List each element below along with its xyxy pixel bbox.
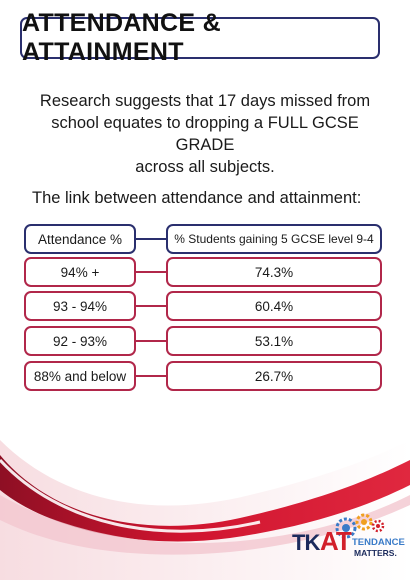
students-cell-3: 53.1% <box>166 326 382 356</box>
research-line-3: across all subjects. <box>135 158 275 176</box>
row-connector-3 <box>136 340 166 342</box>
row-connector-1 <box>136 271 166 273</box>
title-box <box>20 9 380 66</box>
research-statement <box>20 90 390 178</box>
link-heading: The link between attendance and attainment: <box>32 189 362 207</box>
row-connector-4 <box>136 375 166 377</box>
header-students: % Students gaining 5 GCSE level 9-4 <box>166 224 382 254</box>
header-attendance: Attendance % <box>24 224 136 254</box>
tkat-logo <box>292 512 405 572</box>
header-connector <box>136 238 166 240</box>
research-line-1: Research suggests that 17 days missed from <box>39 92 371 110</box>
page-title: ATTENDANCE & ATTAINMENT <box>22 9 221 66</box>
students-cell-2: 60.4% <box>166 291 382 321</box>
logo-tk: TK <box>292 530 320 555</box>
attendance-cell-2: 93 - 94% <box>24 291 136 321</box>
students-cell-4: 26.7% <box>166 361 382 391</box>
attendance-cell-4: 88% and below <box>24 361 136 391</box>
logo-matters: MATTERS. <box>354 548 397 558</box>
row-connector-2 <box>136 305 166 307</box>
students-cell-1: 74.3% <box>166 257 382 287</box>
research-line-2: school equates to dropping a FULL GCSE GRADE <box>51 114 359 154</box>
attendance-cell-1: 94% + <box>24 257 136 287</box>
logo-at: AT <box>320 526 351 556</box>
attendance-cell-3: 92 - 93% <box>24 326 136 356</box>
logo-tendance: TENDANCE <box>352 537 405 548</box>
